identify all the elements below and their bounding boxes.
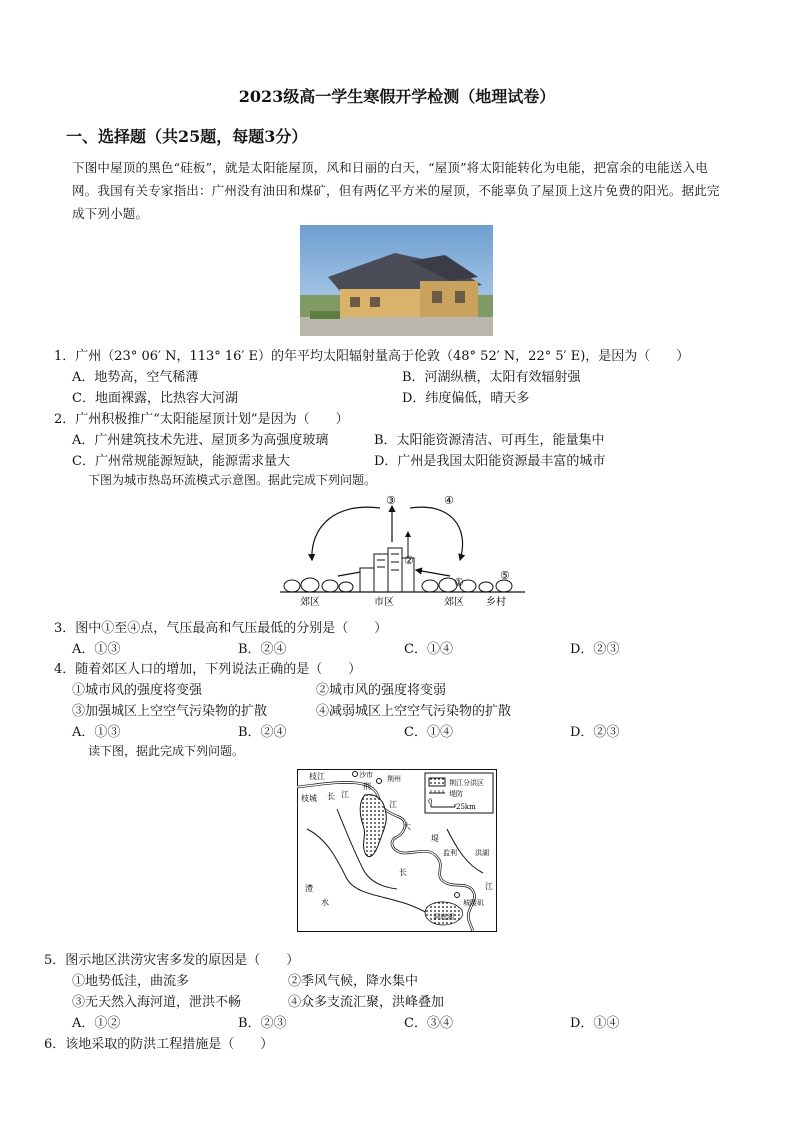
q4-item-2: ②城市风的强度将变弱	[316, 683, 447, 698]
label-zhijiang: 枝江	[309, 772, 325, 781]
point-1-label: ①	[454, 576, 464, 589]
q4-option-a[interactable]: A．①③	[72, 725, 121, 740]
q5-option-d[interactable]: D．①④	[570, 1016, 620, 1031]
q4-option-d[interactable]: D．②③	[570, 725, 620, 740]
point-2-label: ②	[404, 554, 414, 567]
label-urban: 市区	[374, 597, 394, 608]
label-dongting: 洞庭湖	[433, 913, 454, 921]
label-jianli: 监利	[443, 849, 457, 857]
q2-option-b[interactable]: B．太阳能资源清洁、可再生，能量集中	[374, 433, 605, 448]
label-chenglingji: 城陵矶	[463, 899, 484, 907]
label-suburb-right: 郊区	[444, 597, 464, 608]
legend-zone-label: 荆江分洪区	[449, 779, 484, 787]
point-4-label: ④	[444, 494, 454, 507]
q5-stem: 5．图示地区洪涝灾害多发的原因是（ ）	[44, 953, 300, 968]
q4-item-3: ③加强城区上空空气污染物的扩散	[72, 704, 268, 719]
label-village: 乡村	[486, 597, 506, 608]
heat-island-diagram	[280, 492, 525, 610]
map-intro: 读下图，据此完成下列问题。	[88, 744, 245, 758]
q1-stem: 1．广州（23° 06′ N，113° 16′ E）的年平均太阳辐射量高于伦敦（48° 52′ N，22° 5′ E)，是因为（ ）	[54, 349, 690, 364]
q4-option-b[interactable]: B．②④	[238, 725, 287, 740]
scale-zero: 0	[428, 798, 433, 806]
q5-item-3: ③无天然入海河道，泄洪不畅	[72, 995, 242, 1010]
label-jiang-1: 江	[341, 790, 349, 799]
label-jingzhou: 荆州	[387, 775, 401, 783]
q2-option-d[interactable]: D．广州是我国太阳能资源最丰富的城市	[374, 454, 606, 469]
jingjiang-flood-map	[297, 769, 497, 932]
point-5-label: ⑤	[500, 569, 510, 582]
solar-roof-house-photo	[300, 225, 493, 336]
label-da: 大	[403, 822, 411, 831]
label-jiang-2: 江	[389, 800, 397, 809]
label-shui: 水	[321, 898, 329, 907]
q4-item-4: ④减弱城区上空空气污染物的扩散	[316, 704, 512, 719]
section-title: 一、选择题（共25题，每题3分）	[66, 127, 308, 146]
heat-island-intro: 下图为城市热岛环流模式示意图。据此完成下列问题。	[88, 473, 377, 487]
q3-option-a[interactable]: A．①③	[72, 642, 121, 657]
intro-paragraph: 下图中屋顶的黑色“硅板”，就是太阳能屋顶，风和日丽的白天，“屋顶”将太阳能转化为电能，把富余的电能送入电网。我国有关专家指出：广州没有油田和煤矿，但有两亿平方米的屋顶，不能辜负了屋顶上这片免费的阳光。据此完成下列小题。	[72, 160, 720, 221]
q5-option-b[interactable]: B．②③	[238, 1016, 287, 1031]
label-jing: 荆	[363, 782, 371, 791]
q5-option-a[interactable]: A．①②	[72, 1016, 121, 1031]
q5-item-2: ②季风气候，降水集中	[288, 974, 419, 989]
q3-option-c[interactable]: C．①④	[404, 642, 453, 657]
q6-stem: 6．该地采取的防洪工程措施是（ ）	[44, 1037, 274, 1052]
label-zhicheng: 枝城	[301, 794, 317, 803]
q5-item-4: ④众多支流汇聚，洪峰叠加	[288, 995, 445, 1010]
label-chang-1: 长	[327, 792, 335, 801]
label-jiang-3: 江	[485, 882, 493, 891]
q3-option-b[interactable]: B．②④	[238, 642, 287, 657]
legend-dike-label: 堤防	[449, 790, 463, 798]
scale-label: 25km	[456, 803, 476, 811]
q2-option-c[interactable]: C．广州常规能源短缺，能源需求量大	[72, 454, 290, 469]
q4-stem: 4．随着郊区人口的增加，下列说法正确的是（ ）	[54, 662, 362, 677]
exam-title: 2023级高一学生寒假开学检测（地理试卷）	[238, 87, 556, 106]
q5-item-1: ①地势低洼，曲流多	[72, 974, 190, 989]
q1-option-d[interactable]: D．纬度偏低，晴天多	[402, 391, 530, 406]
q3-option-d[interactable]: D．②③	[570, 642, 620, 657]
label-shashi: 沙市	[359, 771, 373, 779]
point-3-label: ③	[386, 494, 396, 507]
q5-option-c[interactable]: C．③④	[404, 1016, 453, 1031]
q2-stem: 2．广州积极推广“太阳能屋顶计划”是因为（ ）	[54, 412, 349, 427]
q4-item-1: ①城市风的强度将变强	[72, 683, 203, 698]
q3-stem: 3．图中①至④点，气压最高和气压最低的分别是（ ）	[54, 621, 388, 636]
q2-option-a[interactable]: A．广州建筑技术先进、屋顶多为高强度玻璃	[72, 433, 329, 448]
q1-option-a[interactable]: A．地势高，空气稀薄	[72, 370, 199, 385]
label-chang-2: 长	[399, 868, 407, 877]
label-di: 堤	[431, 834, 439, 843]
q1-option-c[interactable]: C．地面裸露，比热容大河湖	[72, 391, 238, 406]
label-suburb-left: 郊区	[300, 597, 320, 608]
label-li: 澧	[305, 884, 313, 893]
q1-option-b[interactable]: B．河湖纵横，太阳有效辐射强	[402, 370, 581, 385]
label-honghu: 洪湖	[475, 849, 489, 857]
q4-option-c[interactable]: C．①④	[404, 725, 453, 740]
